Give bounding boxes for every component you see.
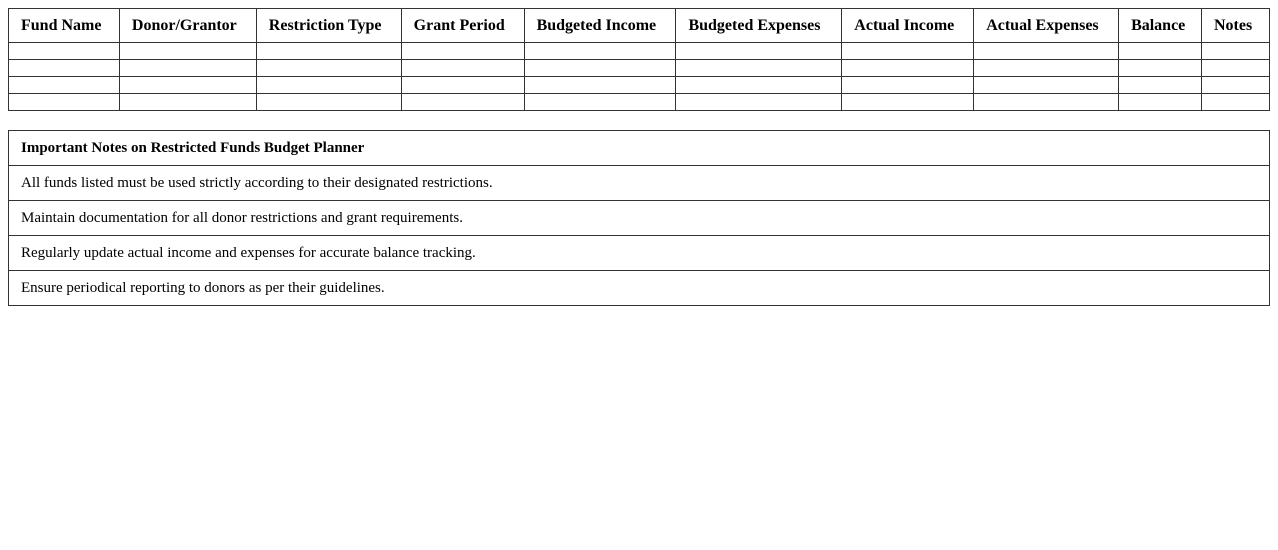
note-item: Regularly update actual income and expenses for accurate balance tracking. xyxy=(9,236,1270,271)
note-row xyxy=(9,166,1270,201)
notes-title: Important Notes on Restricted Funds Budget Planner xyxy=(9,131,1270,166)
column-header-notes: Notes xyxy=(1202,9,1270,43)
column-header-actual-expenses: Actual Expenses xyxy=(974,9,1119,43)
table-cell[interactable] xyxy=(401,94,524,111)
table-cell[interactable] xyxy=(524,77,676,94)
table-cell[interactable] xyxy=(9,94,120,111)
column-header-balance: Balance xyxy=(1119,9,1202,43)
table-cell[interactable] xyxy=(9,77,120,94)
table-cell[interactable] xyxy=(256,94,401,111)
table-cell[interactable] xyxy=(1119,77,1202,94)
table-cell[interactable] xyxy=(256,43,401,60)
table-cell[interactable] xyxy=(119,94,256,111)
table-cell[interactable] xyxy=(974,77,1119,94)
table-cell[interactable] xyxy=(119,60,256,77)
table-cell[interactable] xyxy=(256,77,401,94)
note-row xyxy=(9,236,1270,271)
table-cell[interactable] xyxy=(119,43,256,60)
table-cell[interactable] xyxy=(842,94,974,111)
column-header-restriction-type: Restriction Type xyxy=(256,9,401,43)
notes-table xyxy=(8,130,1270,306)
table-cell[interactable] xyxy=(676,43,842,60)
table-cell[interactable] xyxy=(256,60,401,77)
note-row xyxy=(9,201,1270,236)
table-cell[interactable] xyxy=(1119,60,1202,77)
table-row xyxy=(9,43,1270,60)
table-cell[interactable] xyxy=(119,77,256,94)
table-cell[interactable] xyxy=(524,60,676,77)
table-cell[interactable] xyxy=(1202,43,1270,60)
table-cell[interactable] xyxy=(9,43,120,60)
column-header-grant-period: Grant Period xyxy=(401,9,524,43)
table-cell[interactable] xyxy=(1119,43,1202,60)
column-header-budgeted-income: Budgeted Income xyxy=(524,9,676,43)
table-cell[interactable] xyxy=(676,94,842,111)
table-row xyxy=(9,94,1270,111)
note-row xyxy=(9,271,1270,306)
table-cell[interactable] xyxy=(842,43,974,60)
table-cell[interactable] xyxy=(401,43,524,60)
table-cell[interactable] xyxy=(676,77,842,94)
table-header-row xyxy=(9,9,1270,43)
column-header-donor-grantor: Donor/Grantor xyxy=(119,9,256,43)
table-row xyxy=(9,60,1270,77)
table-cell[interactable] xyxy=(9,60,120,77)
notes-title-row xyxy=(9,131,1270,166)
budget-table xyxy=(8,8,1270,111)
table-cell[interactable] xyxy=(676,60,842,77)
table-cell[interactable] xyxy=(524,94,676,111)
table-cell[interactable] xyxy=(401,77,524,94)
column-header-budgeted-expenses: Budgeted Expenses xyxy=(676,9,842,43)
table-cell[interactable] xyxy=(1119,94,1202,111)
table-row xyxy=(9,77,1270,94)
table-cell[interactable] xyxy=(1202,94,1270,111)
table-cell[interactable] xyxy=(974,43,1119,60)
note-item: Maintain documentation for all donor restrictions and grant requirements. xyxy=(9,201,1270,236)
table-cell[interactable] xyxy=(524,43,676,60)
table-cell[interactable] xyxy=(1202,60,1270,77)
table-cell[interactable] xyxy=(974,94,1119,111)
note-item: All funds listed must be used strictly according to their designated restrictions. xyxy=(9,166,1270,201)
note-item: Ensure periodical reporting to donors as per their guidelines. xyxy=(9,271,1270,306)
column-header-fund-name: Fund Name xyxy=(9,9,120,43)
table-cell[interactable] xyxy=(842,60,974,77)
table-cell[interactable] xyxy=(401,60,524,77)
table-cell[interactable] xyxy=(1202,77,1270,94)
table-cell[interactable] xyxy=(842,77,974,94)
table-cell[interactable] xyxy=(974,60,1119,77)
column-header-actual-income: Actual Income xyxy=(842,9,974,43)
